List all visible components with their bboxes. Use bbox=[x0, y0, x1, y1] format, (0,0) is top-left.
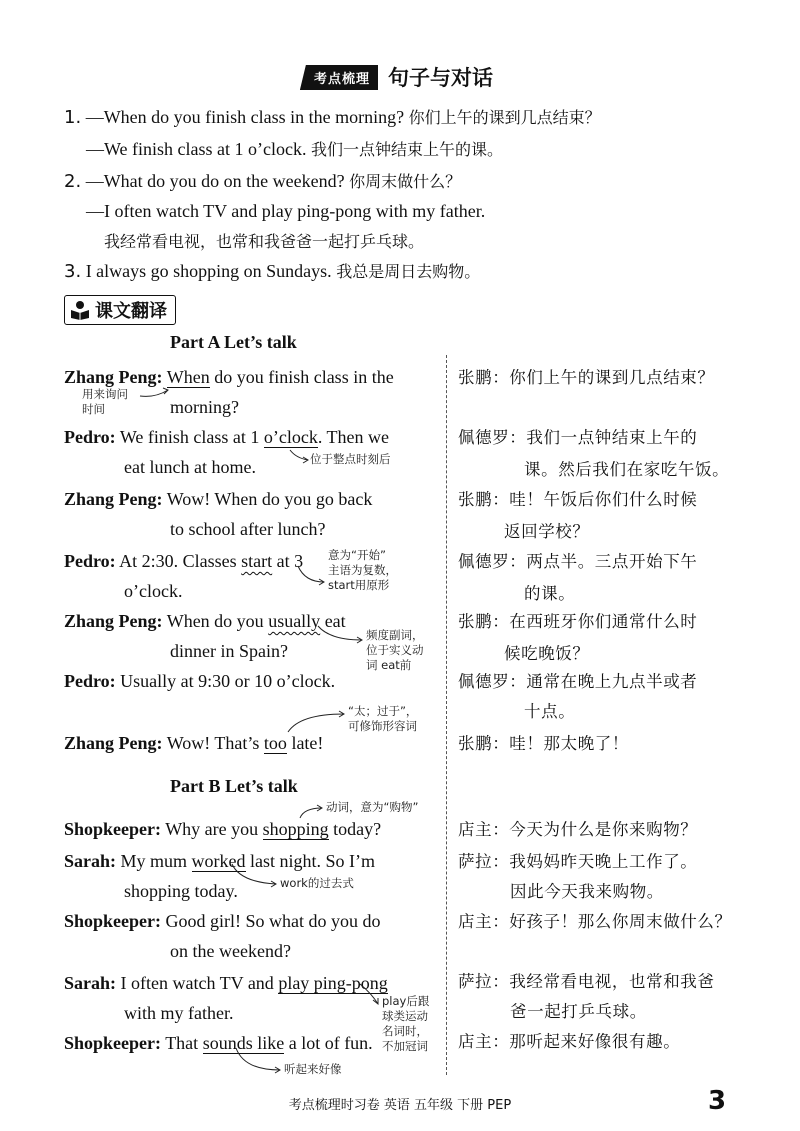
annotation: 用来询问 时间 bbox=[82, 387, 128, 416]
translation-line: 店主：那听起来好像很有趣。 bbox=[458, 1032, 681, 1051]
dialogue-line: Zhang Peng: Wow! When do you go back bbox=[64, 489, 373, 509]
annotation: work的过去式 bbox=[280, 876, 354, 890]
annotation: 频度副词， 位于实义动 词 eat前 bbox=[366, 628, 424, 672]
dialogue-line: Shopkeeper: Why are you shopping today? bbox=[64, 819, 382, 839]
dialogue-line: eat lunch at home. bbox=[124, 457, 256, 477]
dialogue-line: with my father. bbox=[124, 1003, 234, 1023]
translation-line: 因此今天我来购物。 bbox=[510, 882, 664, 901]
annotation: “太；过于”， 可修饰形容词 bbox=[348, 704, 418, 733]
annotation: 动词，意为“购物” bbox=[326, 800, 419, 814]
annotation: 听起来好像 bbox=[284, 1062, 342, 1076]
translation-line: 佩德罗：我们一点钟结束上午的 bbox=[458, 428, 698, 447]
dialogue-line: on the weekend? bbox=[170, 941, 291, 961]
dialogue-line: to school after lunch? bbox=[170, 519, 326, 539]
translation-line: 的课。 bbox=[524, 584, 576, 603]
translation-line: 张鹏：哇！那太晚了！ bbox=[458, 734, 629, 753]
dialogue-line: Pedro: At 2:30. Classes start at 3 bbox=[64, 551, 304, 571]
translation-line: 佩德罗：通常在晚上九点半或者 bbox=[458, 672, 698, 691]
translation-line: 佩德罗：两点半。三点开始下午 bbox=[458, 552, 698, 571]
translation-line: 店主：好孩子！那么你周末做什么？ bbox=[458, 912, 732, 931]
dialogue-line: Pedro: Usually at 9:30 or 10 o’clock. bbox=[64, 671, 336, 691]
dialogue-line: morning? bbox=[170, 397, 239, 417]
summary-line-4: —I often watch TV and play ping-pong with my father. bbox=[86, 201, 486, 221]
translation-line: 张鹏：在西班牙你们通常什么时 bbox=[458, 612, 698, 631]
translation-line: 萨拉：我妈妈昨天晚上工作了。 bbox=[458, 852, 698, 871]
dialogue-line: Pedro: We finish class at 1 o’clock. Then we bbox=[64, 427, 389, 447]
translation-line: 课。然后我们在家吃午饭。 bbox=[524, 460, 730, 479]
dialogue-line: Zhang Peng: When do you finish class in the bbox=[64, 367, 394, 387]
summary-line-6: 3. I always go shopping on Sundays. 我总是周日去购物。 bbox=[64, 261, 481, 282]
section-title: 句子与对话 bbox=[388, 66, 494, 90]
translation-section-title: 课文翻译 bbox=[95, 301, 167, 322]
translation-line: 张鹏：哇！午饭后你们什么时候 bbox=[458, 490, 698, 509]
annotation: 位于整点时刻后 bbox=[310, 452, 391, 466]
dialogue-line: Zhang Peng: Wow! That’s too late! bbox=[64, 733, 324, 753]
page-number: 3 bbox=[708, 1086, 727, 1116]
part-a-heading: Part A Let’s talk bbox=[170, 332, 297, 352]
dialogue-line: Shopkeeper: That sounds like a lot of fun. bbox=[64, 1033, 373, 1053]
translation-line: 爸一起打乒乓球。 bbox=[510, 1002, 647, 1021]
translation-line: 十点。 bbox=[524, 702, 576, 721]
dialogue-line: dinner in Spain? bbox=[170, 641, 288, 661]
dialogue-line: Zhang Peng: When do you usually eat bbox=[64, 611, 346, 631]
dialogue-line: Sarah: My mum worked last night. So I’m bbox=[64, 851, 376, 871]
translation-line: 张鹏：你们上午的课到几点结束？ bbox=[458, 368, 715, 387]
annotation: 意为“开始” 主语为复数， start用原形 bbox=[328, 548, 397, 592]
part-b-heading: Part B Let’s talk bbox=[170, 776, 298, 796]
translation-line: 返回学校？ bbox=[504, 522, 590, 541]
summary-line-2: —We finish class at 1 o’clock. 我们一点钟结束上午的课。 bbox=[86, 139, 504, 159]
annotation: play后跟 球类运动 名词时， 不加冠词 bbox=[382, 994, 430, 1053]
dialogue-line: o’clock. bbox=[124, 581, 183, 601]
summary-line-3: 2. —What do you do on the weekend? 你周末做什么？ bbox=[64, 171, 462, 192]
summary-line-1: 1. —When do you finish class in the morning? 你们上午的课到几点结束？ bbox=[64, 107, 601, 128]
summary-line-5: 我经常看电视，也常和我爸爸一起打乒乓球。 bbox=[104, 232, 425, 251]
dialogue-line: shopping today. bbox=[124, 881, 238, 901]
page-footer: 考点梳理时习卷 英语 五年级 下册 PEP bbox=[288, 1098, 512, 1113]
translation-line: 候吃晚饭？ bbox=[504, 644, 590, 663]
dialogue-line: Shopkeeper: Good girl! So what do you do bbox=[64, 911, 381, 931]
translation-line: 萨拉：我经常看电视，也常和我爸 bbox=[458, 972, 715, 991]
section-tag: 考点梳理 bbox=[300, 65, 378, 90]
translation-line: 店主：今天为什么是你来购物？ bbox=[458, 820, 698, 839]
dialogue-line: Sarah: I often watch TV and play ping-pong bbox=[64, 973, 388, 993]
